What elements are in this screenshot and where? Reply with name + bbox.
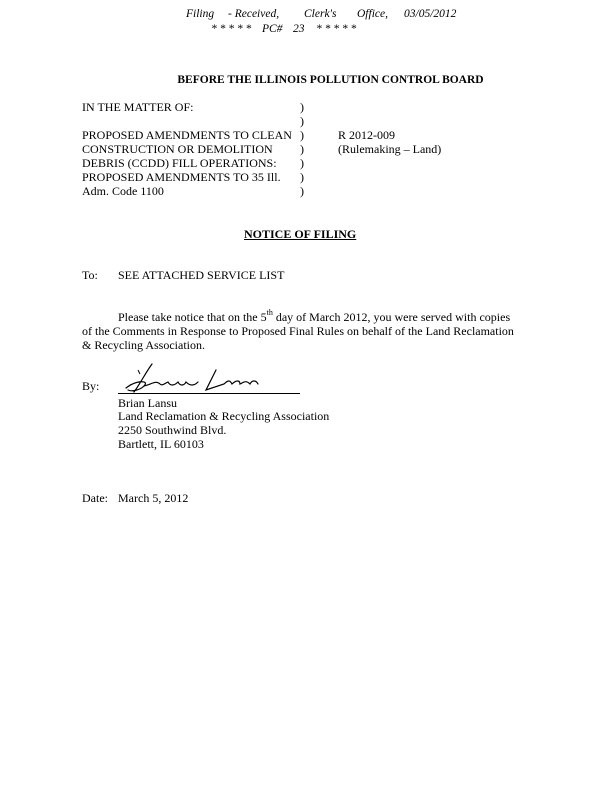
caption-line: Adm. Code 1100 (82, 184, 164, 198)
signer-name: Brian Lansu (118, 396, 177, 410)
handwritten-signature (116, 346, 266, 398)
stamp-clerks: Clerk's (304, 8, 337, 20)
caption-paren: ) (300, 114, 304, 128)
body-line: & Recycling Association. (82, 338, 205, 352)
date-label: Date: (82, 491, 108, 505)
docket-number: R 2012-009 (338, 128, 395, 142)
stamp-filing: Filing (186, 8, 215, 20)
caption-paren: ) (300, 184, 304, 198)
caption-paren: ) (300, 170, 304, 184)
docket-type: (Rulemaking – Land) (338, 142, 442, 156)
date-value: March 5, 2012 (118, 491, 189, 505)
caption-line: IN THE MATTER OF: (82, 100, 194, 114)
stamp-stars-right: * * * * * (316, 23, 357, 35)
board-title: BEFORE THE ILLINOIS POLLUTION CONTROL BOARD (177, 74, 484, 86)
to-value: SEE ATTACHED SERVICE LIST (118, 268, 285, 282)
body-line: Please take notice that on the 5th day of March 2012, you were served with copies (118, 308, 511, 324)
signer-org: Land Reclamation & Recycling Association (118, 409, 330, 423)
stamp-pc-label: PC# (262, 23, 283, 35)
stamp-pc-number: 23 (293, 23, 305, 35)
stamp-received: - Received, (228, 8, 280, 20)
signer-city: Bartlett, IL 60103 (118, 437, 204, 451)
by-label: By: (82, 379, 100, 393)
stamp-date: 03/05/2012 (404, 8, 457, 20)
caption-paren: ) (300, 100, 304, 114)
ordinal-suffix: th (266, 308, 273, 317)
caption-paren: ) (300, 128, 304, 142)
signature-line (118, 393, 300, 394)
to-label: To: (82, 268, 98, 282)
caption-paren: ) (300, 156, 304, 170)
caption-line: PROPOSED AMENDMENTS TO 35 Ill. (82, 170, 281, 184)
notice-title: NOTICE OF FILING (244, 227, 357, 241)
caption-paren: ) (300, 142, 304, 156)
stamp-office: Office, (357, 8, 388, 20)
body-line: of the Comments in Response to Proposed Final Rules on behalf of the Land Reclamation (82, 324, 514, 338)
caption-line: PROPOSED AMENDMENTS TO CLEAN (82, 128, 292, 142)
signer-street: 2250 Southwind Blvd. (118, 423, 227, 437)
caption-line: DEBRIS (CCDD) FILL OPERATIONS: (82, 156, 277, 170)
stamp-stars-left: * * * * * (211, 23, 252, 35)
caption-line: CONSTRUCTION OR DEMOLITION (82, 142, 273, 156)
